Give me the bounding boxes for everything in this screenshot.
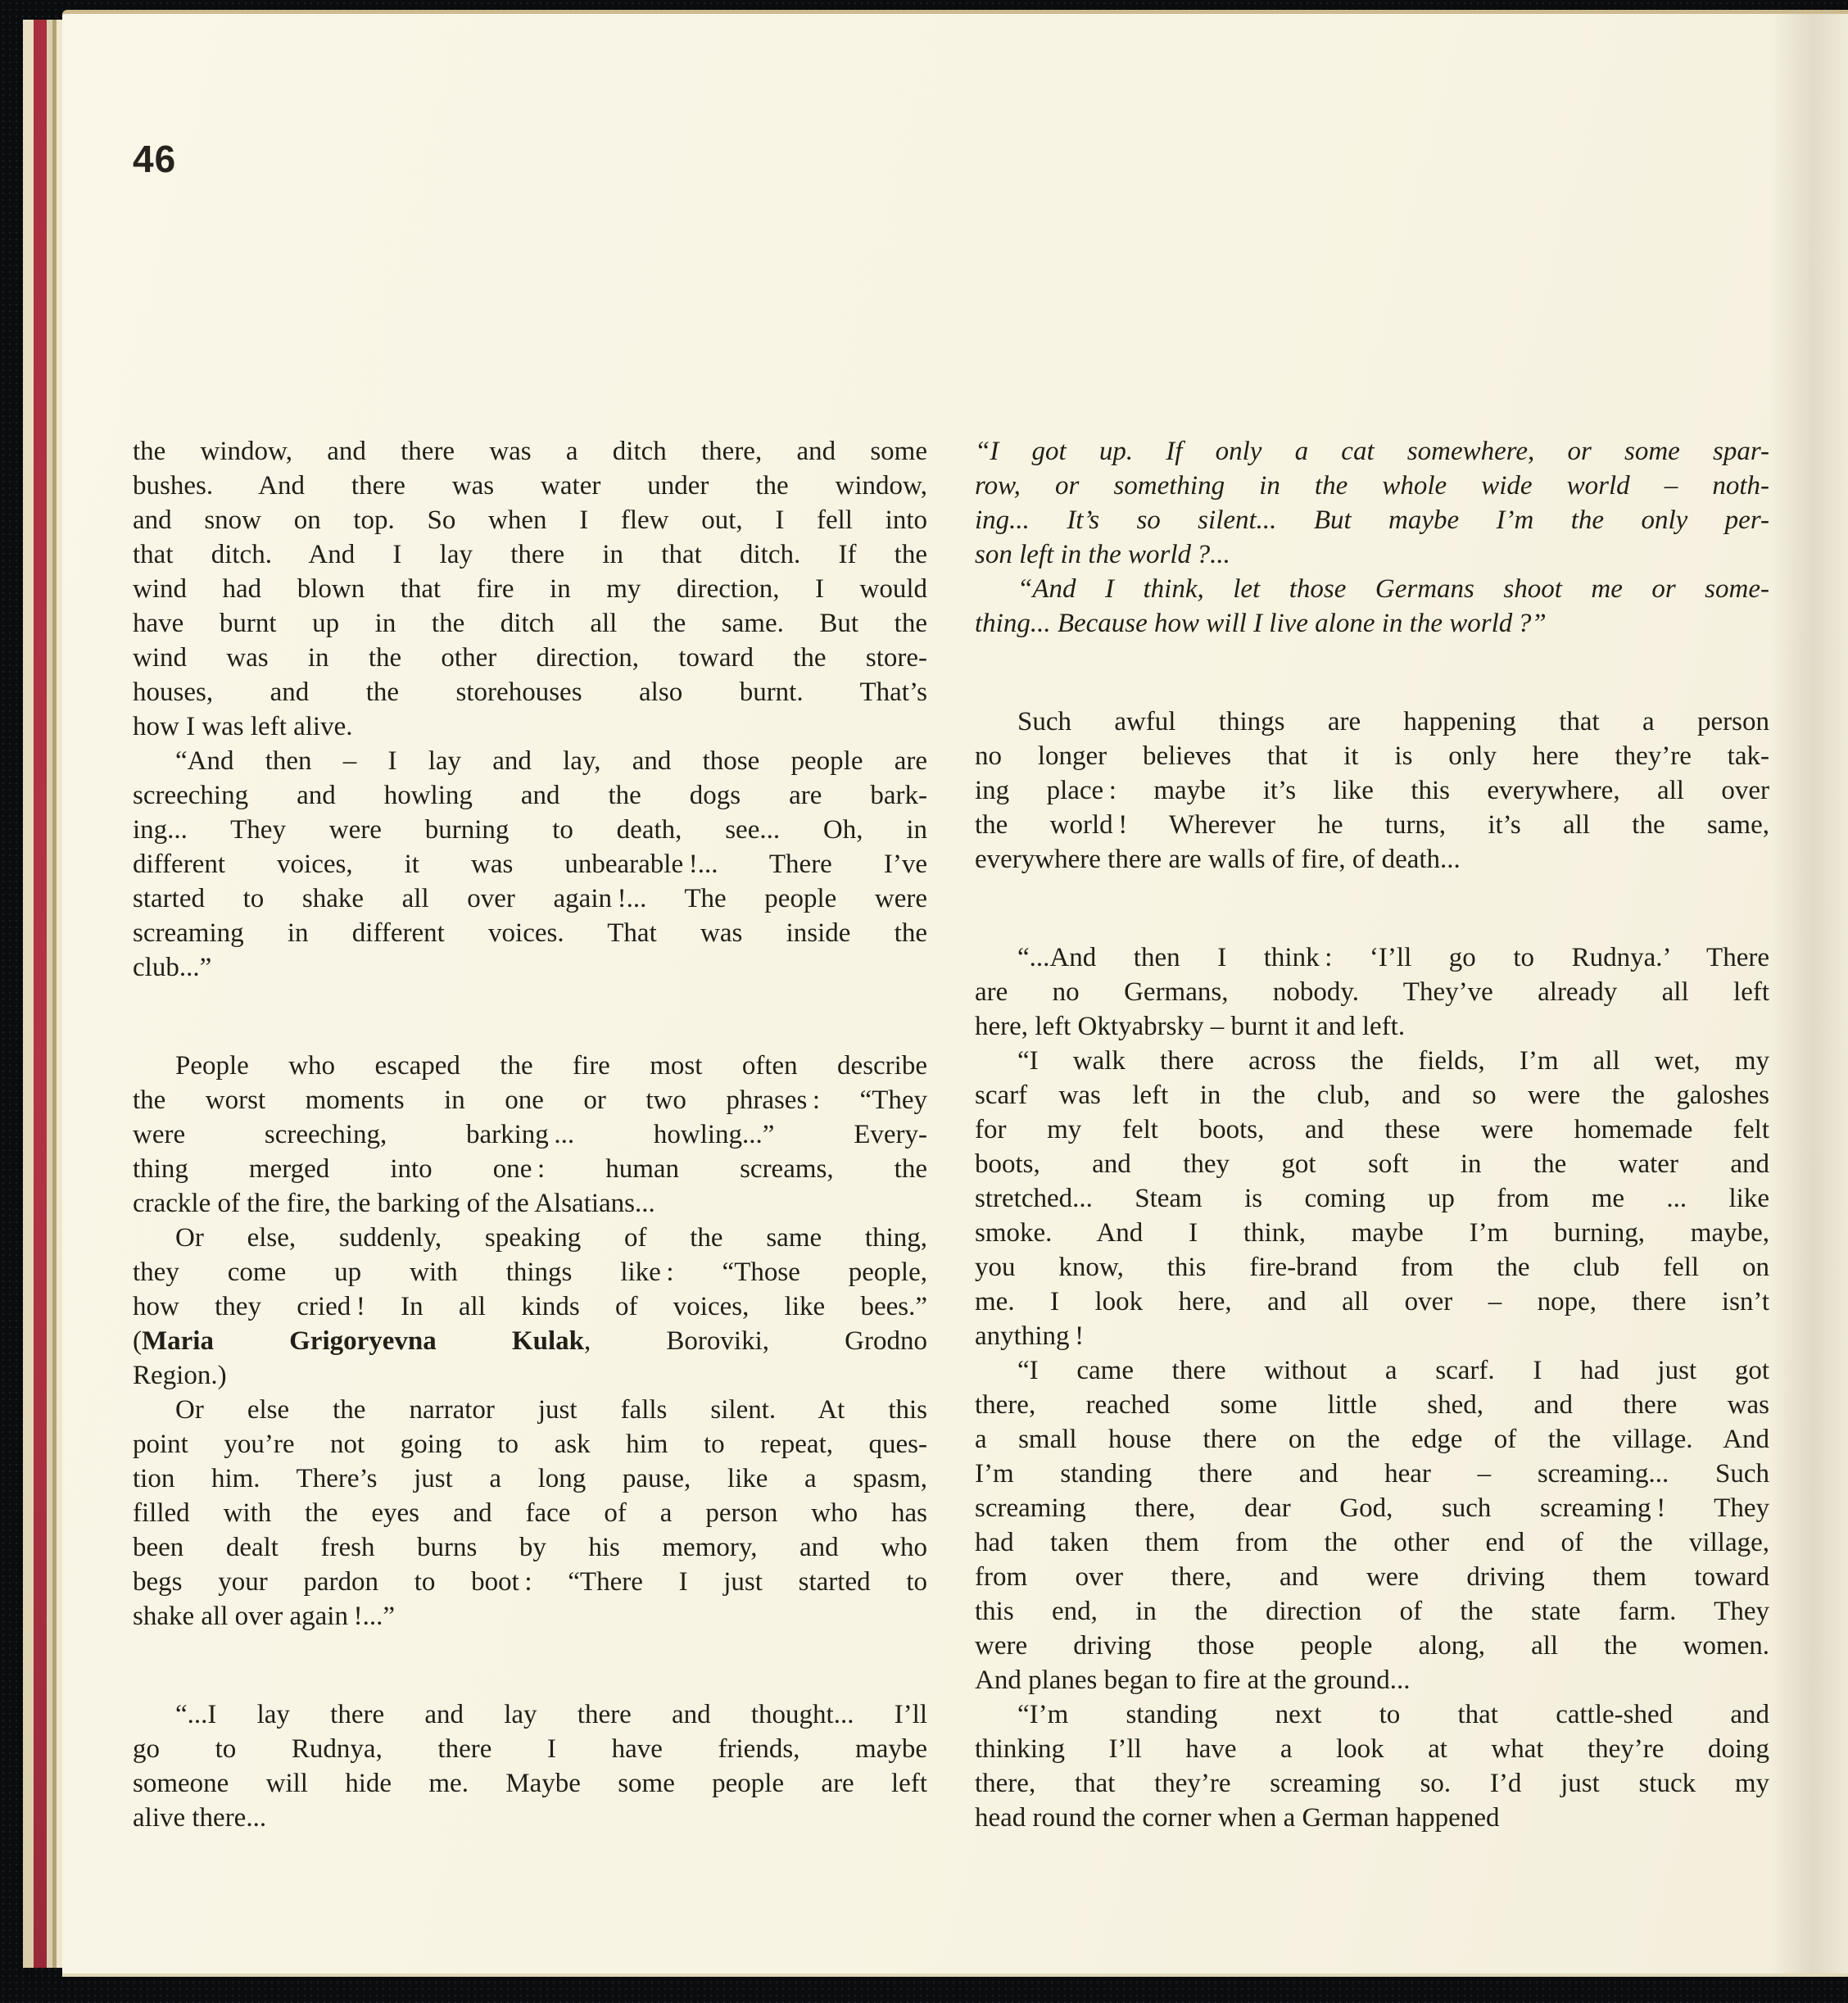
paragraph [975,705,1769,877]
text-line: boots, and they got soft in the water and [975,1149,1769,1179]
text-line: club...” [133,953,212,982]
text-line: wind was in the other direction, toward the store- [133,643,927,673]
text-line: have burnt up in the ditch all the same. But the [133,609,927,638]
paragraph [133,1393,927,1634]
text-line: started to shake all over again !... The people were [133,884,927,913]
text-line: crackle of the fire, the barking of the Alsatians... [133,1189,655,1218]
text-line: been dealt fresh burns by his memory, and who [133,1533,927,1562]
text-line: thing... Because how will I live alone in the world ?” [975,609,1547,638]
text-line: the world ! Wherever he turns, it’s all the same, [975,810,1769,840]
bold-name: Maria Grigoryevna Kulak [142,1326,584,1356]
text-line: thing merged into one : human screams, the [133,1154,927,1184]
paragraph [975,1697,1769,1835]
text-line: wind had blown that fire in my direction, I would [133,574,927,604]
text-line: were driving those people along, all the women. [975,1631,1769,1661]
page-edge-stack [23,20,64,1968]
text-line: there, that they’re screaming so. I’d just stuck my [975,1769,1769,1798]
paragraph [133,1049,927,1221]
text-line: Such awful things are happening that a person [1017,707,1769,736]
text-line: thinking I’ll have a look at what they’re doing [975,1734,1769,1764]
text-line: had taken them from the other end of the village, [975,1528,1769,1557]
page-edge-cream [23,20,34,1968]
text-line: and snow on top. So when I flew out, I fell into [133,505,927,535]
text-line: a small house there on the edge of the village. And [975,1425,1769,1454]
paragraph [975,1353,1769,1697]
text-line: “I’m standing next to that cattle-shed and [1017,1700,1769,1729]
text-line: go to Rudnya, there I have friends, maybe [133,1734,927,1764]
paragraph [975,940,1769,1044]
paragraph [133,744,927,985]
text-line: different voices, it was unbearable !... There I’ve [133,850,927,879]
spine-shadow [1770,14,1848,1974]
text-line: you know, this fire-brand from the club fell on [975,1253,1769,1282]
text-line: are no Germans, nobody. They’ve already all left [975,977,1769,1007]
text-line: smoke. And I think, maybe I’m burning, maybe, [975,1218,1769,1248]
text-line: Or else, suddenly, speaking of the same thing, [175,1223,927,1253]
text-line: the worst moments in one or two phrases : “They [133,1085,927,1115]
text-line: begs your pardon to boot : “There I just started to [133,1567,927,1597]
text-line: anything ! [975,1321,1085,1351]
text-line: stretched... Steam is coming up from me ... like [975,1184,1769,1213]
text-line: “And I think, let those Germans shoot me or some- [1017,574,1769,604]
paragraph [975,434,1769,572]
text-line: screaming there, dear God, such screaming ! They [975,1493,1769,1523]
text-line: “And then – I lay and lay, and those people are [175,746,927,776]
text-line: Or else the narrator just falls silent. At this [175,1395,927,1425]
text-line: there, reached some little shed, and there was [975,1390,1769,1420]
text-line: this end, in the direction of the state farm. They [975,1597,1769,1626]
text-line: alive there... [133,1803,267,1833]
page-edge-cream [47,20,52,1968]
text-line: here, left Oktyabrsky – burnt it and left. [975,1012,1406,1041]
text-line: row, or something in the whole wide world – noth- [975,471,1769,501]
page-edge-red [34,20,47,1968]
text-line: People who escaped the fire most often describe [175,1051,927,1081]
text-line: ing... They were burning to death, see... Oh, in [133,815,927,845]
text-line: (Maria Grigoryevna Kulak, Boroviki, Grodno [133,1326,927,1356]
paragraph [133,1697,927,1835]
text-line: they come up with things like : “Those people, [133,1258,927,1287]
text-line: filled with the eyes and face of a person who has [133,1498,927,1528]
right-text-column [975,434,1769,1835]
text-line: tion him. There’s just a long pause, like a spasm, [133,1464,927,1493]
text-line: bushes. And there was water under the window, [133,471,927,501]
page-number: 46 [133,138,177,180]
text-line: someone will hide me. Maybe some people are left [133,1769,927,1798]
text-line: for my felt boots, and these were homemade felt [975,1115,1769,1144]
text-line: houses, and the storehouses also burnt. That’s [133,677,927,707]
text-line: were screeching, barking ... howling...” Every- [133,1120,927,1149]
text-line: that ditch. And I lay there in that ditch. If the [133,540,927,569]
text-line: point you’re not going to ask him to repeat, ques- [133,1430,927,1459]
text-line: head round the corner when a German happened [975,1803,1500,1833]
text-line: son left in the world ?... [975,540,1230,569]
text-line: no longer believes that it is only here they’re tak- [975,741,1769,771]
paragraph [975,572,1769,641]
book-page [62,10,1848,1977]
text-line: shake all over again !...” [133,1602,395,1631]
text-line: everywhere there are walls of fire, of death... [975,845,1461,874]
text-line: “I walk there across the fields, I’m all wet, my [1017,1046,1769,1076]
text-line: I’m standing there and hear – screaming... Such [975,1459,1769,1489]
text-line: the window, and there was a ditch there, and some [133,437,927,466]
text-line: “...And then I think : ‘I’ll go to Rudnya.’ There [1017,943,1769,972]
text-line: me. I look here, and all over – nope, there isn’t [975,1287,1769,1316]
text-line: how I was left alive. [133,712,353,741]
text-line: from over there, and were driving them toward [975,1562,1769,1592]
left-text-column [133,434,927,1835]
text-line: how they cried ! In all kinds of voices, like bees.” [133,1292,927,1321]
paragraph [133,1221,927,1393]
text-line: ing place : maybe it’s like this everywhere, all over [975,776,1769,805]
text-line: ing... It’s so silent... But maybe I’m the only per- [975,505,1769,535]
text-line: “...I lay there and lay there and thought... I’ll [175,1700,927,1729]
text-line: “I came there without a scarf. I had just got [1017,1356,1769,1385]
text-line: scarf was left in the club, and so were the galoshes [975,1081,1769,1110]
paragraph [975,1044,1769,1353]
text-line: screeching and howling and the dogs are bark- [133,781,927,810]
text-line: screaming in different voices. That was inside the [133,918,927,948]
text-line: Region.) [133,1361,227,1390]
text-line: “I got up. If only a cat somewhere, or some spar- [975,437,1769,466]
paragraph [133,434,927,744]
text-line: And planes began to fire at the ground... [975,1665,1411,1695]
